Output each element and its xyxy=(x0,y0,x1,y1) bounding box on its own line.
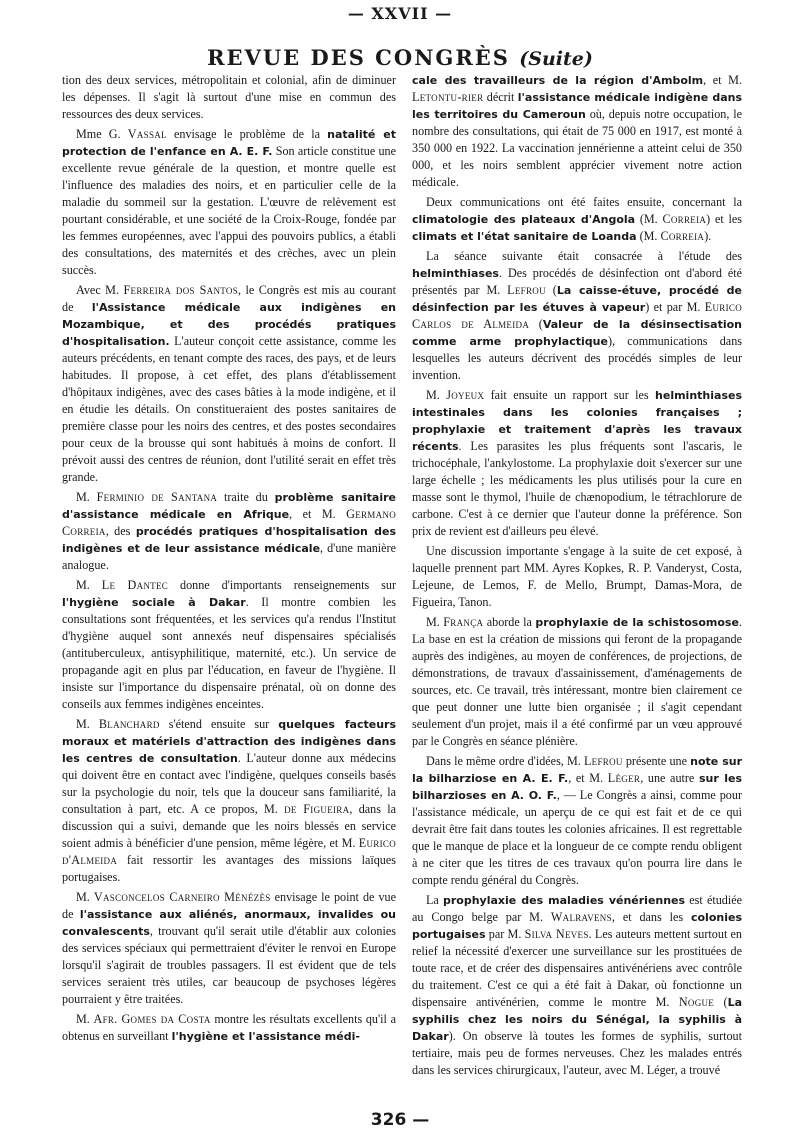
page-number: 326 — xyxy=(370,1110,430,1130)
paragraph: Dans le même ordre d'idées, M. Lefrou présente une note sur la bilharziose en A. E. F., et M. Léger, une autre sur les bilharzioses en A. O. F., — Le Congrès a ainsi, comme pour l'assistance médicale, un aperçu de ce qui est fait et de ce qui devrait être fait dans toutes les colonies africaines. Il est regrettable que le manque de place et la longueur de ce compte rendu obligent à ne citer que les titres de ces travaux qu'on pourra lire dans le compte rendu général du Congrès. xyxy=(412,754,743,887)
paragraph: M. França aborde la prophylaxie de la schistosomose. La base en est la création de missions qui feront de la propagande auprès des indigènes, au moyen de conférences, de projections, de démonstrations, de travaux d'assainissement, d'aménagements de sources, etc. Ce travail, très intéressant, montre bien clairement ce que peut donner une lutte bien organisée ; il s'agit cependant seulement d'un projet, mais il a été confirmé par un vœu approuvé par le Congrès en séance plénière. xyxy=(412,615,742,748)
right-column xyxy=(412,72,742,1082)
running-title xyxy=(0,45,800,70)
paragraph: La séance suivante était consacrée à l'étude des helminthiases. Des procédés de désinfection ont d'abord été présentés par M. Lefrou (La caisse-étuve, procédé de désinfection par les étuves à vapeur) et par M. Eurico Carlos de Almeida (Valeur de la désinsectisation comme arme prophylactique), communications dans lesquelles les auteurs décrivent des procédés simples de leur invention. xyxy=(412,249,743,382)
paragraph: Mme G. Vassal envisage le problème de la natalité et protection de l'enfance en A. E. F. Son article constitue une excellente revue générale de la question, et montre quelle est l'influence des maladies des noirs, et en particulier celle de la maladie du sommeil sur la gestation. L'œuvre de relèvement est pourtant considérable, et une société de la Croix-Rouge, fondée par les femmes européennes, avec l'appui des pouvoirs publics, a établi des consultations, des maternités et des crèches, avec un plein succès. xyxy=(62,127,397,277)
roman-page-number: — XXVII — xyxy=(347,4,453,23)
paragraph: Avec M. Ferreira dos Santos, le Congrès est mis au courant de l'Assistance médicale aux indigènes en Mozambique, et des procédés pratiques d'hospitalisation. L'auteur conçoit cette assistance, comme les auteurs précédents, en tenant compte des races, des pays, et de leurs habitudes. Il propose, à cet effet, des plans d'établissement d'hôpitaux indigènes, avec des cases bâties à la mode indigène, et il en étudie les détails. On constitueraient des postes sanitaires de première classe pour les noirs des centres, et des postes secondaires pour ceux de la brousse qui sont habitués à moins de confort. Il prévoit aussi des centres de réunion, dont l'utilité serait en effet très grande. xyxy=(62,283,396,484)
running-title-text: REVUE DES CONGRÈS xyxy=(207,45,510,70)
paragraph: M. Blanchard s'étend ensuite sur quelques facteurs moraux et matériels d'attraction des indigènes dans les centres de consultation. L'auteur donne aux médecins qui doivent être en contact avec l'indigène, quelques conseils basés sur la psychologie du noir, tels que la douceur sans familiarité, la consultation à part, etc. A ce propos, M. de Figueira, dans la discussion qui a suivi, demande que les noirs blessés en service soient admis à bénéficier d'une pension, même légère, et M. Eurico d'Almeida fait ressortir les avantages des missions laïques portugaises. xyxy=(62,717,396,884)
paragraph: M. Ferminio de Santana traite du problème sanitaire d'assistance médicale en Afrique, et M. Germano Correia, des procédés pratiques d'hospitalisation des indigènes et de leur assistance médicale, d'une manière analogue. xyxy=(62,490,397,572)
paragraph: tion des deux services, métropolitain et colonial, afin de diminuer les dépenses. Il s'agit là surtout d'une mise en commun des ressources des deux services. xyxy=(62,73,396,121)
paragraph: M. Le Dantec donne d'importants renseignements sur l'hygiène sociale à Dakar. Il montre combien les consultations sont fréquentées, et les services qu'a rendus l'Institut d'hygiène auquel sont annexés neuf dispensaires spécialisés (antituberculeux, antisyphilitique, maternité, etc.). Un service de propagande agit en plus par l'éducation, en faveur de l'hygiène. Il insiste sur l'importance du dispensaire prénatal, où on donne des conseils aux femmes indigènes enceintes. xyxy=(62,578,396,711)
paragraph: M. Vasconcelos Carneiro Ménézès envisage le point de vue de l'assistance aux aliénés, anormaux, invalides ou convalescents, trouvant qu'il serait utile d'établir aux colonies des services spéciaux qui permettraient d'éviter le renvoi en Europe lorsqu'il s'agirait de troubles passagers. Il est évident que de tels services seraient très utiles, car beaucoup de psychoses légères pourraient y être traitées. xyxy=(62,890,396,1006)
paragraph: Deux communications ont été faites ensuite, concernant la climatologie des plateaux d'Angola (M. Correia) et les climats et l'état sanitaire de Loanda (M. Correia). xyxy=(412,195,742,243)
paragraph: M. Joyeux fait ensuite un rapport sur les helminthiases intestinales dans les colonies françaises ; prophylaxie et traitement d'après les travaux récents. Les parasites les plus fréquents sont l'ascaris, le trichocéphale, l'ankylostome. La prophylaxie doit s'exercer sur une large échelle ; les médicaments les plus utilisés pour la cure en masse sont le thymol, l'huile de chænopodium, le tétrachlorure de carbone. C'est à ce dernier que l'auteur donne la préférence. Son prix de revient est d'ailleurs peu élevé. xyxy=(412,388,742,538)
paragraph: Une discussion importante s'engage à la suite de cet exposé, à laquelle prennent part MM. Ayres Kopkes, R. P. Vanderyst, Costa, Lejeune, de Lemos, F. de Mello, Brumpt, Damas-Mora, de Figueira, Tanon. xyxy=(412,544,742,609)
paragraph: cale des travailleurs de la région d'Ambolm, et M. Letontu-rier décrit l'assistance médicale indigène dans les territoires du Cameroun où, depuis notre occupation, le nombre des consultations, qui était de 75 000 en 1917, est monté à 350 000 en 1922. La vaccination jennérienne a atteint celui de 350 000, et les noirs semblent apprécier vivement notre action médicale. xyxy=(412,73,743,189)
running-title-suite: (Suite) xyxy=(519,48,593,70)
paragraph: La prophylaxie des maladies vénériennes est étudiée au Congo belge par M. Walravens, et dans les colonies portugaises par M. Silva Neves. Les auteurs mettent surtout en relief la nécessité d'exercer une surveillance sur les prostituées de toute race, et de créer des dispensaires antivénériens avec contrôle du traitement. C'est ce qui a été fait à Dakar, où fonctionne un dispensaire antivénérien, comme le montre M. Nogue (La syphilis chez les noirs du Sénégal, la syphilis à Dakar). On observe là toutes les formes de syphilis, surtout tertiaire, mais peu de formes nerveuses. Chez les malades entrés dans les services chirurgicaux, l'auteur, avec M. Léger, a trouvé xyxy=(412,893,743,1077)
left-column xyxy=(62,72,396,1048)
paragraph: M. Afr. Gomes da Costa montre les résultats excellents qu'il a obtenus en surveillant l'hygiène et l'assistance médi- xyxy=(62,1012,396,1043)
